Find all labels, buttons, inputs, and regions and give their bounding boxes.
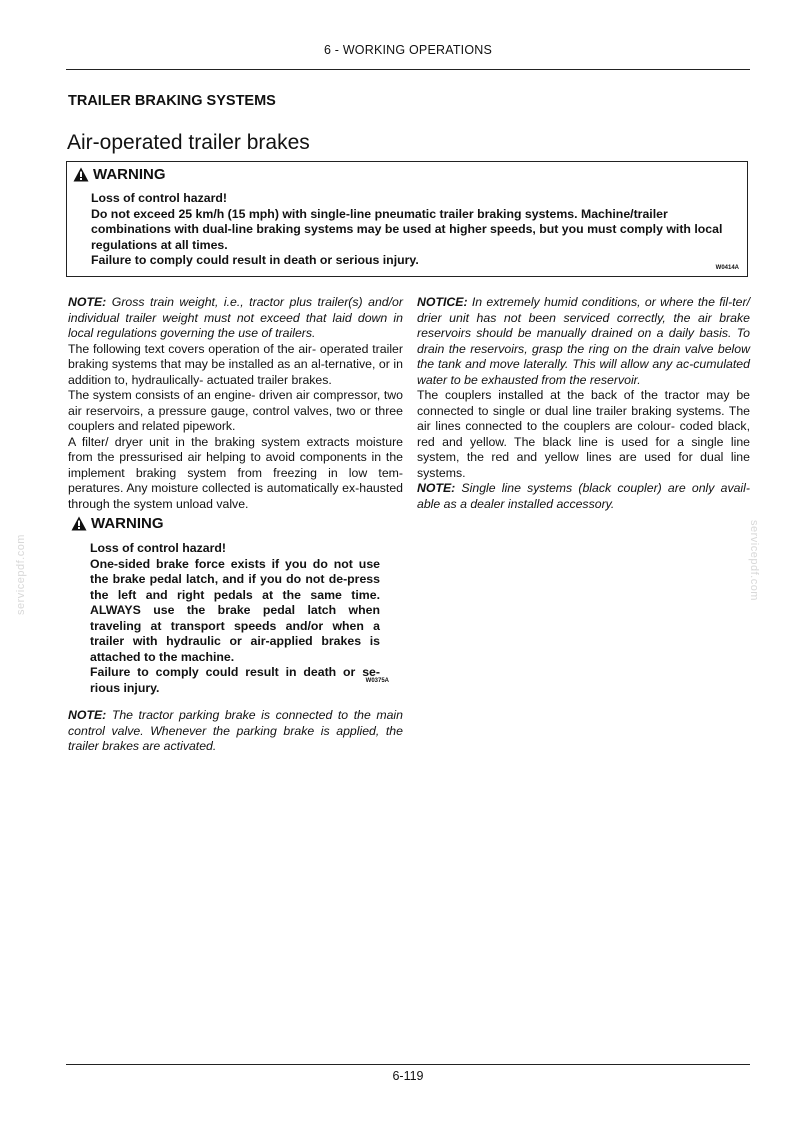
body-paragraph: The following text covers operation of the air- operated trailer braking systems that may be installed as an al-ternative, or in addition to, hydraulically- actuated trailer brakes. — [68, 341, 403, 387]
page-number: 6-119 — [392, 1069, 424, 1083]
watermark-left: servicepdf.com — [15, 534, 27, 615]
warning-box — [66, 161, 748, 277]
left-column — [68, 295, 403, 755]
note-text: Single line systems (black coupler) are only avail-able as a dealer installed accessory. — [417, 481, 750, 511]
warning-triangle-icon — [71, 516, 87, 531]
right-column — [417, 295, 750, 512]
header-rule — [66, 69, 750, 70]
note-text: Gross train weight, i.e., tractor plus trailer(s) and/or individual trailer weight must not exceed that laid down in local regulations governing the use of trailers. — [68, 295, 403, 340]
warning-inline — [68, 516, 403, 708]
notice-text: In extremely humid conditions, or where the fil-ter/ drier unit has not been serviced correctly, the air brake reservoirs should be manually drained on a daily basis. To drain the reservoirs, grasp the ring on the drain valve below the tank and move laterally. This will allow any ac-cumulated water to be exhausted from the reservoir. — [417, 295, 750, 387]
warning-label: WARNING — [91, 515, 164, 532]
warning-line: One-sided brake force exists if you do not use the brake pedal latch, and if you do not de-press the left and right pedals at the same time. ALWAYS use the brake pedal latch when traveling at transport speeds and/or when a trailer with hydraulic or air-applied brakes is attached to the machine. — [90, 556, 380, 664]
footer-rule — [66, 1064, 750, 1065]
body-paragraph: A filter/ dryer unit in the braking system extracts moisture from the pressurised air helping to avoid components in the implement braking system from freezing in low tem-peratures. Any moisture collected is automatically ex-hausted through the system unload valve. — [68, 434, 403, 511]
warning-header — [73, 166, 166, 183]
body-paragraph: The couplers installed at the back of the tractor may be connected to single or dual line trailer braking systems. The air lines connected to the couplers are colour- coded black, red and yellow. The black line is used for a single line system, the red and yellow lines are used for dual line systems. — [417, 388, 750, 480]
notice-label: NOTICE: — [417, 295, 468, 309]
warning-body — [90, 541, 380, 696]
warning-line: Loss of control hazard! — [91, 191, 227, 205]
note-paragraph — [68, 295, 403, 342]
note-label: NOTE: — [68, 295, 107, 309]
page-title: Air-operated trailer brakes — [67, 131, 310, 154]
warning-line: Loss of control hazard! — [90, 541, 226, 555]
warning-code: W0375A — [365, 678, 389, 684]
warning-body — [91, 191, 731, 269]
note-paragraph — [68, 708, 403, 755]
warning-line: Failure to comply could result in death or serious injury. — [91, 253, 419, 267]
note-paragraph — [417, 481, 750, 512]
warning-triangle-icon — [73, 167, 89, 182]
note-text: The tractor parking brake is connected to the main control valve. Whenever the parking brake is applied, the trailer brakes are activated. — [68, 708, 403, 753]
running-header: 6 - WORKING OPERATIONS — [323, 43, 493, 57]
section-heading: TRAILER BRAKING SYSTEMS — [68, 93, 276, 109]
warning-code: W0414A — [715, 265, 739, 271]
warning-header — [71, 516, 164, 532]
notice-paragraph — [417, 295, 750, 388]
note-label: NOTE: — [68, 708, 107, 722]
note-label: NOTE: — [417, 481, 456, 495]
watermark-right: servicepdf.com — [748, 520, 760, 601]
warning-label: WARNING — [93, 166, 166, 183]
warning-line: Do not exceed 25 km/h (15 mph) with single-line pneumatic trailer braking systems. Machine/trailer combinations with dual-line braking systems may be used at higher speeds, but you must comply with local regulations at all times. — [91, 206, 723, 252]
body-paragraph: The system consists of an engine- driven air compressor, two air reservoirs, a pressure gauge, control valves, two or three couplers and related pipework. — [68, 388, 403, 433]
warning-line: Failure to comply could result in death or se-rious injury. — [90, 665, 380, 695]
